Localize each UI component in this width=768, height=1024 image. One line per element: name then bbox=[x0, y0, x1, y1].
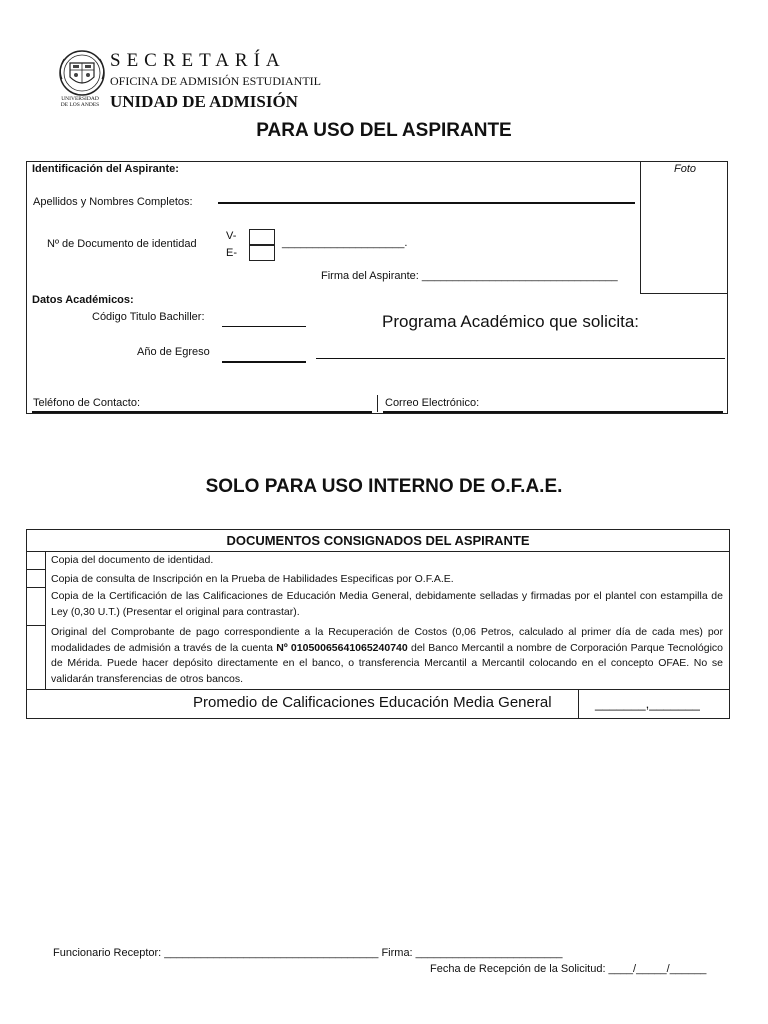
seal-caption-line1: UNIVERSIDAD bbox=[61, 96, 99, 102]
bachiller-code-label: Código Titulo Bachiller: bbox=[92, 311, 205, 323]
payment-text-part2: del Banco Mercantil a nombre de Corporación Parque Tecnológico de Mérida. Puede hacer depósito directamente en el banco, o transferencia Mercantil a Mercantil colocando en el concepto OFAE. bbox=[51, 641, 723, 669]
payment-note: No se validarán transferencias de otros bancos. bbox=[51, 657, 723, 685]
graduation-year-field[interactable] bbox=[222, 361, 306, 363]
phone-label: Teléfono de Contacto: bbox=[33, 397, 141, 409]
documents-table-heading: DOCUMENTOS CONSIGNADOS DEL ASPIRANTE bbox=[27, 530, 729, 552]
reception-date-line[interactable]: Fecha de Recepción de la Solicitud: ____/_____/______ bbox=[430, 963, 707, 975]
seal-caption-line2: DE LOS ANDES bbox=[60, 102, 100, 108]
documents-table bbox=[26, 529, 730, 719]
header-unidad: UNIDAD DE ADMISIÓN bbox=[110, 92, 298, 111]
id-prefix-v: V- bbox=[226, 230, 237, 242]
checkbox-row-separator bbox=[27, 625, 45, 626]
payment-text-part1: Original del Comprobante de pago correspondiente a la Recuperación de Costos (0,06 Petros, calculado al primer día de cada mes) por modalidades de admisión a través de la cuenta bbox=[51, 626, 723, 654]
bachiller-code-field[interactable] bbox=[222, 326, 306, 327]
average-row bbox=[27, 689, 729, 719]
id-type-v-checkbox[interactable] bbox=[249, 229, 275, 245]
full-name-field[interactable] bbox=[218, 202, 635, 204]
header-oficina: OFICINA DE ADMISIÓN ESTUDIANTIL bbox=[110, 74, 321, 88]
receiver-signature-line[interactable]: Funcionario Receptor: ___________________________________ Firma: ________________________ bbox=[53, 947, 563, 959]
document-item-ofae-inscription: Copia de consulta de Inscripción en la Prueba de Habilidades Especificas por O.F.A.E. bbox=[51, 573, 454, 585]
university-seal-logo bbox=[56, 49, 108, 101]
average-label: Promedio de Calificaciones Educación Media General bbox=[193, 694, 552, 711]
academic-heading: Datos Académicos: bbox=[32, 294, 134, 306]
full-name-label: Apellidos y Nombres Completos: bbox=[33, 196, 193, 208]
average-field[interactable]: _______,_______ bbox=[595, 696, 700, 711]
contact-divider bbox=[377, 395, 378, 412]
document-item-id-copy: Copia del documento de identidad. bbox=[51, 554, 214, 566]
program-field[interactable] bbox=[316, 358, 725, 359]
average-divider bbox=[578, 690, 579, 719]
internal-section-title: SOLO PARA USO INTERNO DE O.F.A.E. bbox=[205, 476, 563, 497]
phone-field[interactable] bbox=[32, 411, 372, 413]
applicant-signature-field[interactable]: Firma del Aspirante: ________________________________ bbox=[321, 270, 618, 282]
applicant-section-title: PARA USO DEL ASPIRANTE bbox=[256, 120, 512, 141]
id-document-label: Nº de Documento de identidad bbox=[47, 238, 197, 250]
id-type-e-checkbox[interactable] bbox=[249, 245, 275, 261]
payment-account-number: Nº 01050065641065240740 bbox=[276, 641, 408, 654]
document-item-payment-receipt bbox=[51, 625, 723, 687]
header-secretaria: SECRETARÍA bbox=[110, 50, 286, 71]
identification-heading: Identificación del Aspirante: bbox=[32, 163, 179, 175]
graduation-year-label: Año de Egreso bbox=[137, 346, 210, 358]
checkbox-column bbox=[27, 551, 46, 689]
id-number-field[interactable]: ____________________. bbox=[282, 237, 408, 249]
photo-label: Foto bbox=[673, 163, 696, 175]
program-label: Programa Académico que solicita: bbox=[382, 312, 640, 331]
checkbox-row-separator bbox=[27, 569, 45, 570]
checkbox-row-separator bbox=[27, 587, 45, 588]
photo-box[interactable] bbox=[640, 161, 728, 294]
email-field[interactable] bbox=[383, 411, 723, 413]
seal-caption bbox=[54, 96, 106, 108]
id-prefix-e: E- bbox=[226, 247, 237, 259]
email-label: Correo Electrónico: bbox=[385, 397, 480, 409]
document-item-grades-certification: Copia de la Certificación de las Calificaciones de Educación Media General, debidamente selladas y firmadas por el plantel con estampilla de Ley (0,30 U.T.) (Presentar el original para contrastar). bbox=[51, 590, 723, 618]
